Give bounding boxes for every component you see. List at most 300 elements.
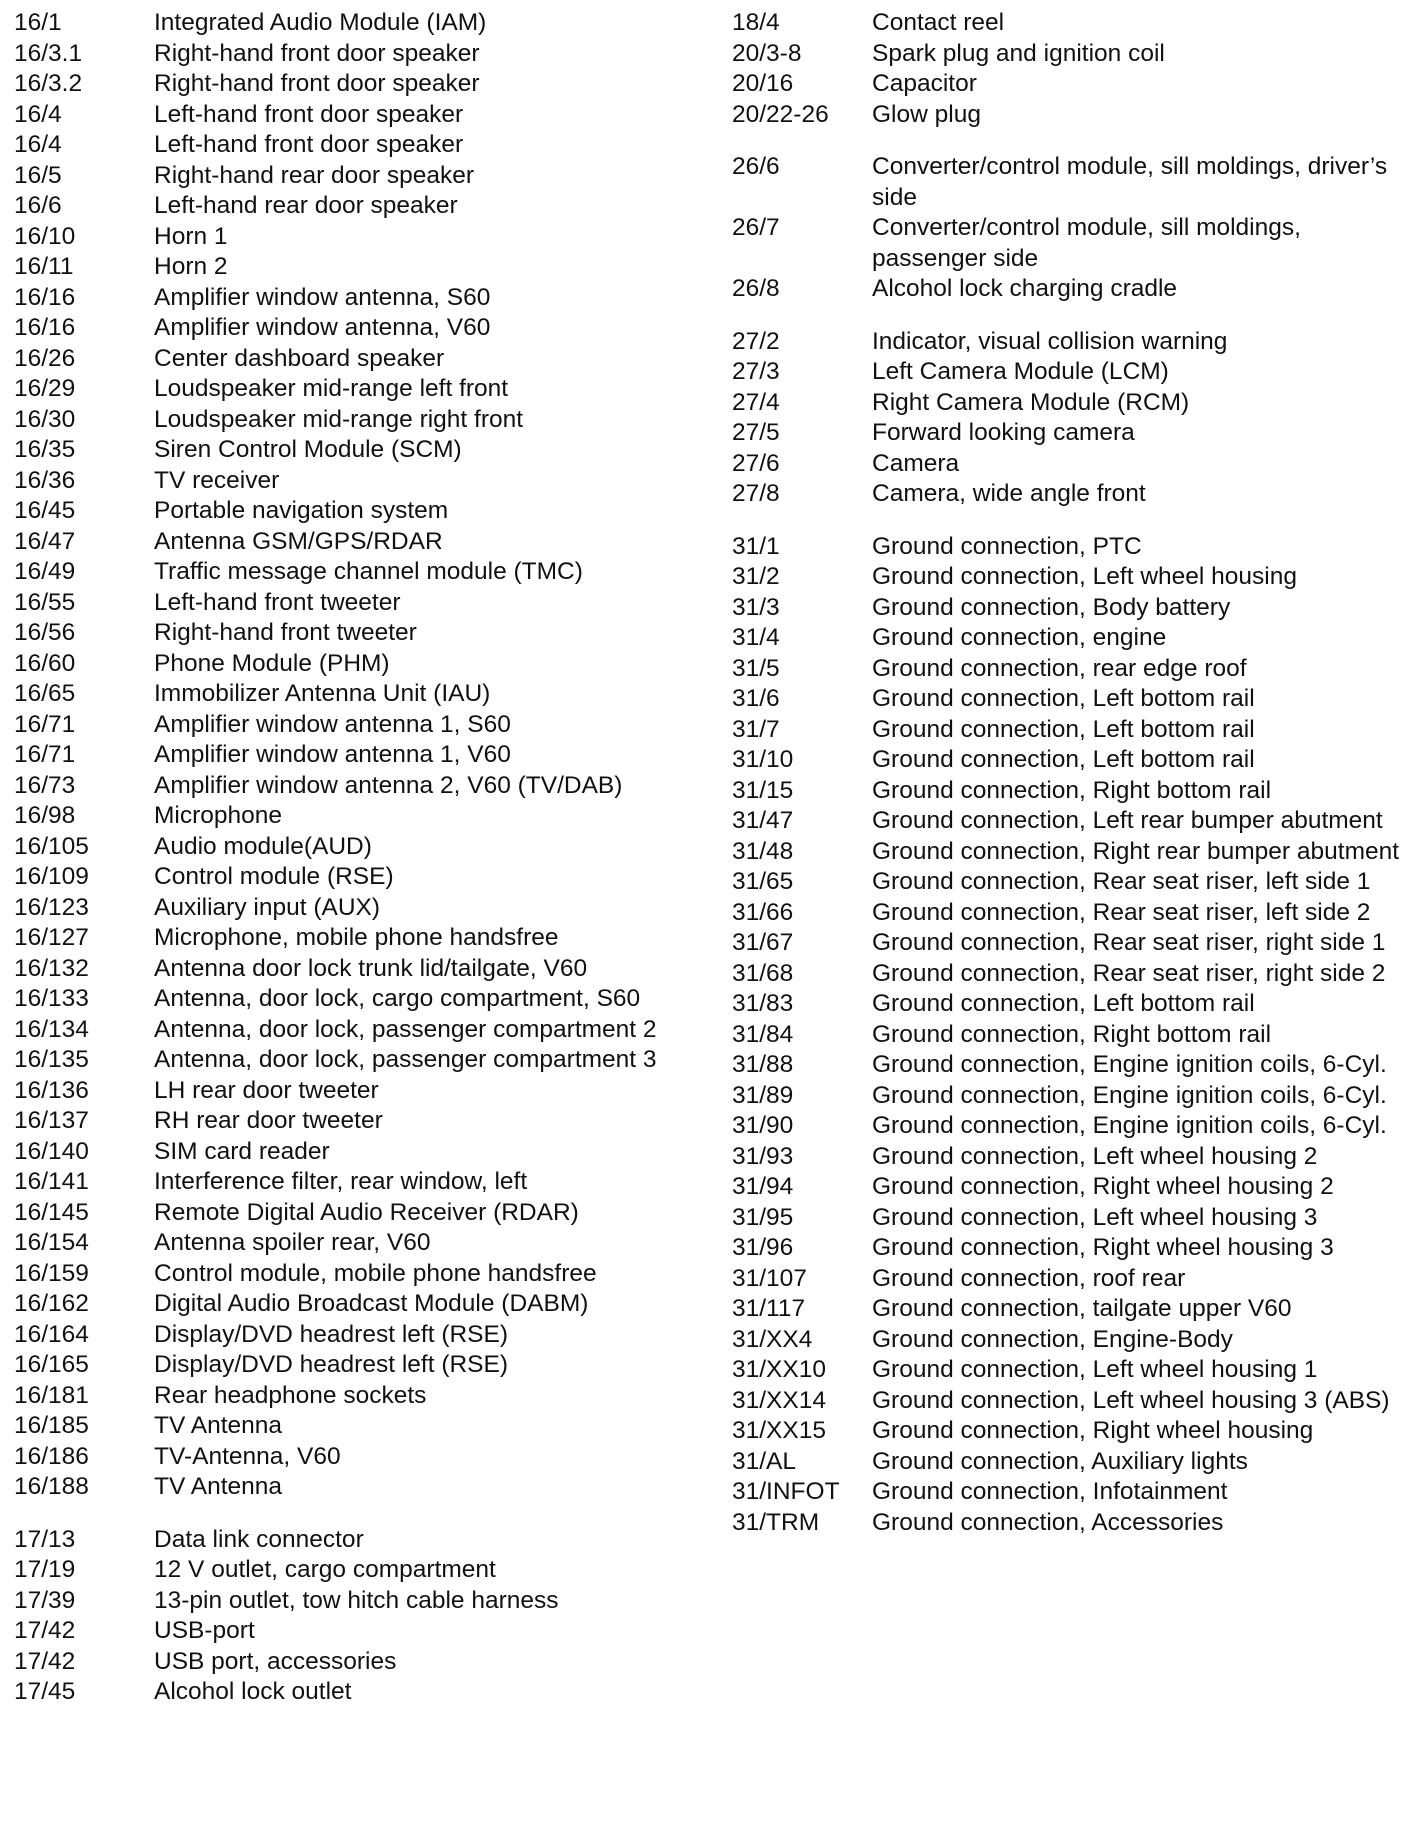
component-row	[14, 893, 694, 924]
component-description: Spark plug and ignition coil	[872, 39, 1165, 67]
component-description: Ground connection, Left bottom rail	[872, 715, 1255, 743]
component-description: Display/DVD headrest left (RSE)	[154, 1320, 509, 1348]
component-row	[732, 1294, 1402, 1325]
component-row	[732, 213, 1402, 274]
component-row	[732, 479, 1402, 510]
component-row	[14, 344, 694, 375]
component-code: 31/XX10	[732, 1356, 826, 1383]
component-description: Ground connection, Left bottom rail	[872, 746, 1255, 773]
component-description: Data link connector	[154, 1525, 364, 1553]
component-code: 16/73	[14, 771, 76, 799]
component-description: Ground connection, Left wheel housing 3	[872, 1203, 1318, 1231]
component-description: Amplifier window antenna 1, S60	[154, 710, 511, 738]
component-row	[14, 984, 694, 1015]
component-row	[732, 152, 1402, 213]
component-description: Microphone, mobile phone handsfree	[154, 924, 559, 951]
component-row	[732, 1233, 1402, 1264]
component-code: 31/AL	[732, 1447, 797, 1475]
component-code: 16/6	[14, 192, 62, 219]
component-row	[732, 532, 1402, 563]
component-row	[14, 1228, 694, 1259]
component-code: 16/3.2	[14, 70, 83, 97]
component-description: Ground connection, Right wheel housing	[872, 1417, 1314, 1444]
component-description: Left-hand front door speaker	[154, 131, 464, 158]
component-code: 16/188	[14, 1473, 89, 1500]
component-description: Ground connection, Infotainment	[872, 1478, 1228, 1505]
component-description: Horn 2	[154, 253, 228, 280]
component-row	[14, 8, 694, 39]
component-code: 31/88	[732, 1051, 794, 1078]
component-list-right-column	[732, 8, 1402, 1538]
component-row	[14, 1167, 694, 1198]
component-row	[14, 1350, 694, 1381]
component-description: Ground connection, Right rear bumper abutment	[872, 837, 1400, 865]
component-row	[14, 1045, 694, 1076]
component-description: Ground connection, Left wheel housing 2	[872, 1142, 1318, 1170]
component-row	[732, 1264, 1402, 1295]
component-row	[14, 618, 694, 649]
component-description: Control module (RSE)	[154, 863, 394, 890]
component-row	[732, 989, 1402, 1020]
component-description: TV Antenna	[154, 1412, 283, 1439]
component-code: 16/109	[14, 863, 89, 890]
component-code: 16/98	[14, 802, 76, 829]
component-description: Right-hand front door speaker	[154, 39, 480, 67]
component-description: Left Camera Module (LCM)	[872, 358, 1169, 385]
component-row	[14, 222, 694, 253]
component-row	[732, 1325, 1402, 1356]
component-row	[732, 1142, 1402, 1173]
component-code: 31/65	[732, 868, 794, 895]
component-row	[732, 8, 1402, 39]
component-code: 16/136	[14, 1076, 89, 1104]
component-code: 16/10	[14, 222, 76, 250]
component-description: Integrated Audio Module (IAM)	[154, 9, 487, 36]
component-row	[14, 1555, 694, 1586]
component-description: 13-pin outlet, tow hitch cable harness	[154, 1586, 559, 1614]
component-row	[14, 1137, 694, 1168]
component-code: 16/1	[14, 9, 62, 36]
component-list-left-column	[14, 8, 694, 1708]
component-code: 20/22-26	[732, 100, 829, 128]
component-code: 31/3	[732, 593, 780, 621]
component-row	[14, 100, 694, 131]
component-description: Ground connection, Engine ignition coils, 6-Cyl.	[872, 1051, 1387, 1078]
component-description: Ground connection, Left rear bumper abutment	[872, 807, 1383, 834]
component-row	[14, 161, 694, 192]
component-row	[732, 1081, 1402, 1112]
component-code: 17/42	[14, 1617, 76, 1644]
component-code: 31/93	[732, 1142, 794, 1170]
component-row	[14, 1381, 694, 1412]
component-code: 16/3.1	[14, 39, 83, 67]
component-code: 16/186	[14, 1442, 89, 1470]
component-description: Ground connection, rear edge roof	[872, 654, 1247, 682]
component-description: Ground connection, Left wheel housing 1	[872, 1356, 1318, 1383]
component-description: TV-Antenna, V60	[154, 1442, 341, 1470]
component-code: 31/4	[732, 624, 780, 651]
component-description: Antenna spoiler rear, V60	[154, 1229, 431, 1256]
component-description: Right Camera Module (RCM)	[872, 388, 1190, 416]
component-row	[14, 1411, 694, 1442]
component-code: 31/TRM	[732, 1508, 820, 1536]
component-description: Ground connection, Engine ignition coils, 6-Cyl.	[872, 1081, 1387, 1109]
component-code: 31/XX4	[732, 1325, 813, 1353]
component-row	[14, 1076, 694, 1107]
section-spacer	[732, 130, 1402, 152]
component-description: SIM card reader	[154, 1137, 330, 1165]
component-code: 16/127	[14, 924, 89, 951]
component-code: 31/7	[732, 715, 780, 743]
component-description: Right-hand front tweeter	[154, 619, 417, 646]
component-code: 16/55	[14, 588, 76, 616]
component-description: Microphone	[154, 802, 283, 829]
component-code: 16/29	[14, 375, 76, 402]
component-row	[14, 69, 694, 100]
component-description: Glow plug	[872, 100, 981, 128]
component-row	[732, 745, 1402, 776]
component-code: 31/107	[732, 1264, 807, 1292]
section-spacer	[732, 305, 1402, 327]
component-row	[732, 418, 1402, 449]
component-code: 16/30	[14, 405, 76, 433]
component-row	[14, 1616, 694, 1647]
component-row	[732, 1447, 1402, 1478]
component-row	[14, 1472, 694, 1503]
component-row	[732, 806, 1402, 837]
component-row	[14, 1320, 694, 1351]
component-code: 16/141	[14, 1168, 89, 1195]
component-description: Indicator, visual collision warning	[872, 327, 1228, 355]
component-description: Ground connection, Left wheel housing 3 (ABS)	[872, 1386, 1390, 1414]
component-row	[732, 1355, 1402, 1386]
component-row	[14, 679, 694, 710]
component-row	[732, 684, 1402, 715]
component-description: Ground connection, tailgate upper V60	[872, 1295, 1292, 1322]
component-description: Converter/control module, sill moldings, driver’s side	[872, 153, 1388, 211]
component-code: 16/4	[14, 100, 62, 128]
component-row	[14, 710, 694, 741]
component-row	[732, 1386, 1402, 1417]
component-description: Capacitor	[872, 70, 977, 97]
component-row	[14, 466, 694, 497]
component-description: Auxiliary input (AUX)	[154, 893, 381, 921]
component-description: Center dashboard speaker	[154, 344, 445, 372]
component-description: Camera	[872, 449, 960, 477]
component-row	[732, 69, 1402, 100]
component-code: 16/4	[14, 131, 62, 158]
component-row	[14, 771, 694, 802]
component-row	[14, 557, 694, 588]
component-row	[14, 832, 694, 863]
component-description: Antenna, door lock, passenger compartment 3	[154, 1046, 657, 1073]
component-code: 17/13	[14, 1525, 76, 1553]
component-description: Ground connection, Right bottom rail	[872, 776, 1272, 804]
component-row	[14, 740, 694, 771]
component-code: 31/95	[732, 1203, 794, 1231]
component-code: 27/4	[732, 388, 780, 416]
component-code: 31/1	[732, 532, 780, 560]
component-description: Phone Module (PHM)	[154, 649, 390, 677]
component-description: Ground connection, Rear seat riser, left side 2	[872, 898, 1371, 926]
component-code: 26/6	[732, 153, 780, 180]
component-description: TV Antenna	[154, 1473, 283, 1500]
component-row	[14, 313, 694, 344]
component-description: Siren Control Module (SCM)	[154, 436, 462, 463]
component-description: Ground connection, roof rear	[872, 1264, 1186, 1292]
component-code: 27/6	[732, 449, 780, 477]
component-description: Left-hand rear door speaker	[154, 192, 458, 219]
component-description: Alcohol lock charging cradle	[872, 275, 1178, 302]
component-description: Contact reel	[872, 9, 1005, 36]
component-code: 16/159	[14, 1259, 89, 1287]
component-description: Ground connection, Left wheel housing	[872, 563, 1297, 590]
component-code: 27/5	[732, 419, 780, 446]
component-code: 16/105	[14, 832, 89, 860]
component-row	[14, 1647, 694, 1678]
component-code: 16/154	[14, 1229, 89, 1256]
component-code: 26/7	[732, 214, 780, 241]
component-code: 31/117	[732, 1295, 806, 1322]
component-description: TV receiver	[154, 466, 280, 494]
component-description: Amplifier window antenna, V60	[154, 314, 491, 341]
component-row	[732, 1416, 1402, 1447]
component-row	[732, 388, 1402, 419]
component-code: 16/16	[14, 283, 76, 311]
component-code: 31/5	[732, 654, 780, 682]
component-code: 16/71	[14, 710, 76, 738]
component-description: Amplifier window antenna, S60	[154, 283, 491, 311]
component-code: 31/47	[732, 807, 794, 834]
component-code: 16/5	[14, 161, 62, 189]
component-description: Ground connection, Right bottom rail	[872, 1020, 1272, 1048]
component-row	[14, 1442, 694, 1473]
component-description: Right-hand rear door speaker	[154, 161, 475, 189]
component-code: 16/56	[14, 619, 76, 646]
component-row	[14, 1198, 694, 1229]
component-description: Loudspeaker mid-range left front	[154, 375, 509, 402]
component-code: 16/123	[14, 893, 89, 921]
component-row	[732, 39, 1402, 70]
component-code: 31/XX14	[732, 1386, 826, 1414]
component-description: Ground connection, Left bottom rail	[872, 685, 1255, 712]
component-row	[732, 562, 1402, 593]
component-description: Ground connection, Rear seat riser, left side 1	[872, 868, 1371, 895]
component-code: 16/11	[14, 253, 74, 280]
component-row	[732, 776, 1402, 807]
component-code: 16/132	[14, 954, 89, 982]
component-description: Alcohol lock outlet	[154, 1678, 352, 1705]
component-row	[732, 1050, 1402, 1081]
component-row	[14, 1259, 694, 1290]
component-code: 31/66	[732, 898, 794, 926]
component-code: 31/68	[732, 959, 794, 987]
component-description: Ground connection, Left bottom rail	[872, 990, 1255, 1017]
component-code: 16/133	[14, 985, 89, 1012]
component-description: USB-port	[154, 1617, 255, 1644]
component-row	[732, 274, 1402, 305]
component-row	[732, 898, 1402, 929]
component-description: Antenna, door lock, cargo compartment, S60	[154, 985, 641, 1012]
component-code: 17/19	[14, 1556, 76, 1583]
component-description: Right-hand front door speaker	[154, 70, 480, 97]
component-description: Digital Audio Broadcast Module (DABM)	[154, 1290, 589, 1317]
component-description: Ground connection, Accessories	[872, 1508, 1224, 1536]
component-row	[732, 1111, 1402, 1142]
component-code: 16/145	[14, 1198, 89, 1226]
component-description: Ground connection, Body battery	[872, 593, 1231, 621]
component-row	[732, 1203, 1402, 1234]
component-description: Antenna door lock trunk lid/tailgate, V60	[154, 954, 588, 982]
component-row	[14, 496, 694, 527]
component-description: Control module, mobile phone handsfree	[154, 1259, 597, 1287]
component-row	[14, 1525, 694, 1556]
component-code: 31/84	[732, 1020, 794, 1048]
component-description: Immobilizer Antenna Unit (IAU)	[154, 680, 491, 707]
component-code: 16/47	[14, 527, 76, 555]
component-row	[14, 374, 694, 405]
component-description: Ground connection, Engine-Body	[872, 1325, 1233, 1353]
component-description: Converter/control module, sill moldings, passenger side	[872, 214, 1301, 272]
component-row	[14, 527, 694, 558]
component-row	[14, 191, 694, 222]
component-description: Amplifier window antenna 1, V60	[154, 741, 511, 768]
component-code: 31/90	[732, 1112, 794, 1139]
component-row	[14, 1586, 694, 1617]
component-row	[732, 327, 1402, 358]
component-code: 27/3	[732, 358, 780, 385]
component-row	[732, 715, 1402, 746]
component-description: Forward looking camera	[872, 419, 1135, 446]
component-code: 31/10	[732, 746, 794, 773]
component-code: 20/16	[732, 70, 794, 97]
component-code: 31/94	[732, 1173, 794, 1200]
component-row	[732, 357, 1402, 388]
component-description: Remote Digital Audio Receiver (RDAR)	[154, 1198, 579, 1226]
component-row	[14, 435, 694, 466]
component-code: 16/36	[14, 466, 76, 494]
component-description: Ground connection, engine	[872, 624, 1167, 651]
component-row	[14, 1015, 694, 1046]
component-description: Ground connection, Auxiliary lights	[872, 1447, 1248, 1475]
component-description: Audio module(AUD)	[154, 832, 372, 860]
component-row	[732, 1020, 1402, 1051]
component-row	[732, 928, 1402, 959]
component-code: 27/2	[732, 327, 780, 355]
component-description: Ground connection, Rear seat riser, right side 1	[872, 929, 1386, 956]
component-code: 31/XX15	[732, 1417, 826, 1444]
component-row	[732, 1172, 1402, 1203]
component-code: 18/4	[732, 9, 780, 36]
component-row	[732, 1508, 1402, 1539]
component-code: 16/134	[14, 1015, 89, 1043]
section-spacer	[732, 510, 1402, 532]
component-code: 31/6	[732, 685, 780, 712]
component-description: Ground connection, Rear seat riser, right side 2	[872, 959, 1386, 987]
component-description: Horn 1	[154, 222, 228, 250]
component-description: Interference filter, rear window, left	[154, 1168, 528, 1195]
component-row	[732, 837, 1402, 868]
component-description: Ground connection, Engine ignition coils, 6-Cyl.	[872, 1112, 1387, 1139]
component-row	[14, 801, 694, 832]
component-description: RH rear door tweeter	[154, 1107, 383, 1134]
section-spacer	[14, 1503, 694, 1525]
component-row	[14, 130, 694, 161]
component-code: 31/83	[732, 990, 794, 1017]
component-description: Ground connection, Right wheel housing 3	[872, 1234, 1334, 1261]
component-code: 16/60	[14, 649, 76, 677]
component-code: 31/15	[732, 776, 794, 804]
component-row	[14, 649, 694, 680]
component-row	[732, 100, 1402, 131]
component-description: Ground connection, PTC	[872, 532, 1142, 560]
component-code: 31/48	[732, 837, 794, 865]
component-row	[14, 954, 694, 985]
component-row	[732, 867, 1402, 898]
component-code: 31/67	[732, 929, 794, 956]
component-code: 16/165	[14, 1351, 89, 1378]
component-code: 16/135	[14, 1046, 89, 1073]
component-row	[14, 39, 694, 70]
component-row	[14, 588, 694, 619]
component-code: 31/96	[732, 1234, 794, 1261]
component-code: 16/162	[14, 1290, 89, 1317]
component-code: 16/185	[14, 1412, 89, 1439]
component-description: Amplifier window antenna 2, V60 (TV/DAB)	[154, 771, 623, 799]
component-code: 31/INFOT	[732, 1478, 840, 1505]
component-row	[14, 405, 694, 436]
component-description: LH rear door tweeter	[154, 1076, 379, 1104]
component-row	[14, 923, 694, 954]
component-row	[732, 1477, 1402, 1508]
component-code: 17/39	[14, 1586, 76, 1614]
component-description: Camera, wide angle front	[872, 480, 1146, 507]
component-code: 16/45	[14, 497, 76, 524]
component-description: Antenna GSM/GPS/RDAR	[154, 527, 443, 555]
component-row	[14, 252, 694, 283]
component-description: Rear headphone sockets	[154, 1381, 427, 1409]
component-code: 16/137	[14, 1107, 89, 1134]
component-description: Antenna, door lock, passenger compartment 2	[154, 1015, 657, 1043]
component-code: 16/65	[14, 680, 76, 707]
component-code: 26/8	[732, 275, 780, 302]
component-row	[732, 959, 1402, 990]
component-description: USB port, accessories	[154, 1647, 397, 1675]
component-code: 17/45	[14, 1678, 76, 1705]
component-row	[732, 654, 1402, 685]
component-description: Portable navigation system	[154, 497, 449, 524]
component-code: 16/16	[14, 314, 76, 341]
component-code: 31/89	[732, 1081, 794, 1109]
component-row	[14, 1677, 694, 1708]
component-row	[732, 449, 1402, 480]
component-code: 16/35	[14, 436, 76, 463]
component-code: 17/42	[14, 1647, 76, 1675]
component-description: Traffic message channel module (TMC)	[154, 558, 583, 585]
component-code: 16/26	[14, 344, 76, 372]
component-description: 12 V outlet, cargo compartment	[154, 1556, 496, 1583]
component-description: Loudspeaker mid-range right front	[154, 405, 524, 433]
component-row	[14, 283, 694, 314]
component-row	[14, 862, 694, 893]
component-row	[732, 593, 1402, 624]
component-row	[14, 1289, 694, 1320]
component-code: 31/2	[732, 563, 780, 590]
component-code: 16/181	[14, 1381, 89, 1409]
component-row	[14, 1106, 694, 1137]
component-row	[732, 623, 1402, 654]
component-code: 16/140	[14, 1137, 89, 1165]
